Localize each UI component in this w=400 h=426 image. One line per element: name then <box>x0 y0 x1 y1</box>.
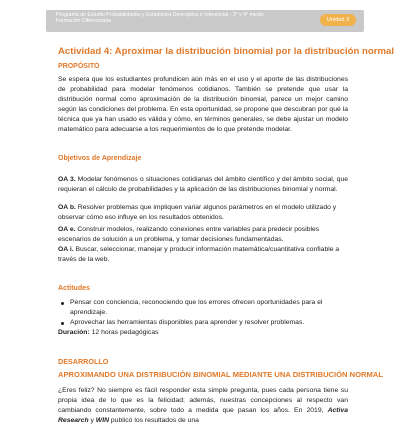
oa3-code: OA 3. <box>58 176 76 183</box>
program-header-line2: Formación Diferenciada <box>56 18 112 25</box>
duracion <box>58 328 348 338</box>
oa3-text: Modelar fenómenos o situaciones cotidianas del ámbito científico y del ámbito social, que requieran el cálculo de probabilidades y la aplicación de las distribuciones binomial y normal. <box>58 176 348 193</box>
oa3-paragraph <box>58 175 348 195</box>
desarrollo-label: DESARROLLO <box>58 357 109 366</box>
oae-text: Construir modelos, realizando conexiones entre variables para predecir posibles escenarios de solución a un problema, y tomar decisiones fundamentadas. <box>58 226 320 243</box>
proposito-text: Se espera que los estudiantes profundicen aún más en el uso y el aporte de las distribuciones de probabilidad para modelar fenómenos cotidianos. También se pretende que usar la distribución normal como aproximación de la distribución binomial, parece un mejor camino según las condiciones del problema. En esta oportunidad, se propone que descubran por qué la técnica que ya han usado es válida y cómo, en términos generales, se debe ajustar un modelo matemático para adecuarse a los requerimientos de lo que pretende modelar. <box>58 76 348 133</box>
intro-paragraph <box>58 386 348 426</box>
actitudes-label: Actitudes <box>58 285 90 292</box>
actitudes-list <box>58 298 348 328</box>
oab-text: Resolver problemas que impliquen variar algunos parámetros en el modelo utilizado y observar cómo eso influye en los resultados obtenidos. <box>58 204 337 221</box>
oae-code: OA e. <box>58 226 76 233</box>
oai-code: OA i. <box>58 246 74 253</box>
section-subtitle: APROXIMANDO UNA DISTRIBUCIÓN BINOMIAL MEDIANTE UNA DISTRIBUCIÓN NORMAL <box>58 370 383 379</box>
document-body <box>58 46 395 426</box>
intro-text: ¿Eres feliz? No siempre es fácil responder esta simple pregunta, pues cada persona tiene su propia idea de lo que es la felicidad; además, nuestras concepciones al respecto van cambiando constantemente, sobre todo a medida que pasan los años. En 2019, <box>58 387 348 414</box>
intro-and: y <box>88 417 96 424</box>
oae-paragraph <box>58 225 348 245</box>
program-header-line1: Programa de Estudio Probabilidades y Estadística Descriptiva e Inferencial - 3° y 4° medio <box>56 12 264 18</box>
list-item: Aprovechar las herramientas disponibles para aprender y resolver problemas. <box>70 318 348 328</box>
oab-paragraph <box>58 203 348 223</box>
duracion-value: 12 horas pedagógicas <box>89 329 159 336</box>
intro-end: publicó los resultados de una <box>109 417 199 424</box>
program-header <box>56 12 296 25</box>
intro-italic-win: WIN <box>95 417 110 424</box>
list-item: Pensar con conciencia, reconociendo que los errores ofrecen oportunidades para el aprendizaje. <box>70 298 348 318</box>
oai-paragraph <box>58 245 348 265</box>
intro-italic-activa: Activa Research <box>58 407 348 424</box>
proposito-label: PROPÓSITO <box>58 63 100 70</box>
oai-text: Buscar, seleccionar, manejar y producir información matemática/cuantitativa confiable a través de la web. <box>58 246 340 263</box>
oab-code: OA b. <box>58 204 76 211</box>
unit-badge: Unidad 3 <box>320 14 356 26</box>
activity-title: Actividad 4: Aproximar la distribución binomial por la distribución normal <box>58 46 395 57</box>
objetivos-label: Objetivos de Aprendizaje <box>58 155 142 162</box>
duracion-label: Duración: <box>58 329 90 336</box>
